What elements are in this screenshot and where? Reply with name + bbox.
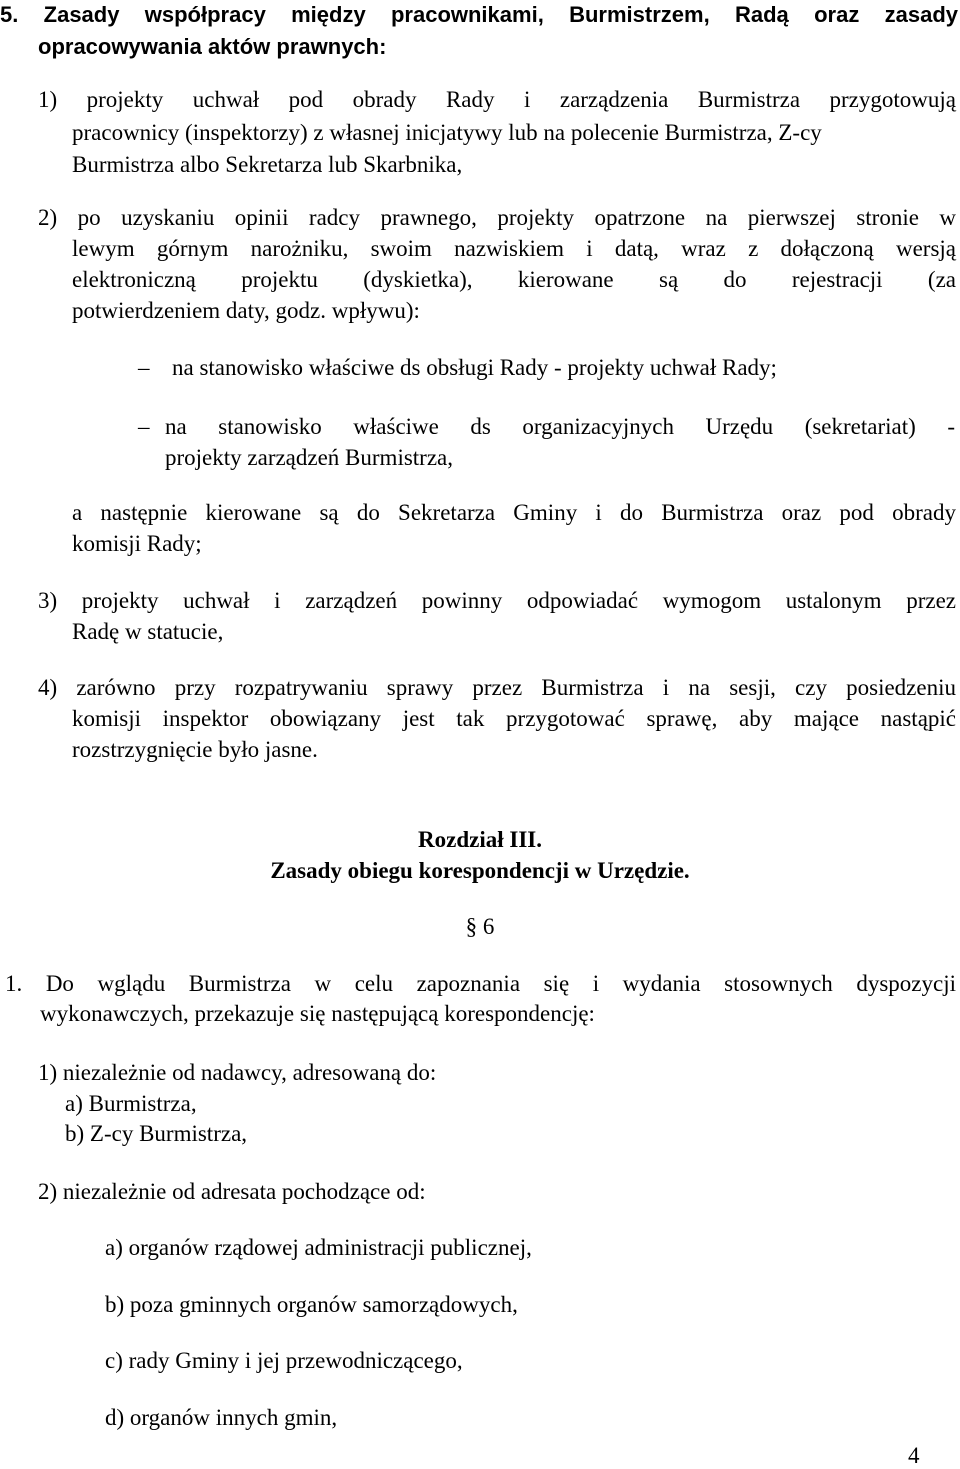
dash-bullet: – [138,355,150,380]
section-heading-line: opracowywania aktów prawnych: [38,34,387,59]
list-item-2-line: elektroniczną projektu (dyskietka), kierowane są do rejestracji (za [72,267,956,292]
list-item-2-line: potwierdzeniem daty, godz. wpływu): [72,298,420,323]
section-heading [0,2,958,28]
dash-item-line: na stanowisko właściwe ds obsługi Rady - projekty uchwał Rady; [172,355,777,380]
list-item-2-line: lewym górnym narożniku, swoim nazwiskiem i datą, wraz z dołączoną wersją [72,236,956,261]
chapter-subtitle: Zasady obiegu korespondencji w Urzędzie. [270,858,690,883]
paragraph-line: komisji Rady; [72,531,202,556]
dash-item-line: na stanowisko właściwe ds organizacyjnych Urzędu (sekretariat) - [165,414,955,439]
sub-list-item: d) organów innych gmin, [105,1405,338,1430]
paragraph-line: a następnie kierowane są do Sekretarza Gminy i do Burmistrza oraz pod obrady [72,500,956,525]
sub-list-item: 2) niezależnie od adresata pochodzące od: [38,1179,426,1204]
sub-list-item: 1) niezależnie od nadawcy, adresowaną do: [38,1060,437,1085]
page-number: 4 [908,1443,920,1468]
sub-list-item: a) Burmistrza, [65,1091,197,1116]
list-item-1-line: pracownicy (inspektorzy) z własnej inicjatywy lub na polecenie Burmistrza, Z-cy [72,120,822,145]
chapter-title: Rozdział III. [418,827,542,852]
section-heading-line: 5. Zasady współpracy między pracownikami, Burmistrzem, Radą oraz zasady [0,2,958,27]
list-item-3-line: 3) projekty uchwał i zarządzeń powinny odpowiadać wymogom ustalonym przez [38,588,956,613]
list-item-4-line: 4) zarówno przy rozpatrywaniu sprawy przez Burmistrza i na sesji, czy posiedzeniu [38,675,956,700]
paragraph-line: 1. Do wglądu Burmistrza w celu zapoznania się i wydania stosownych dyspozycji [5,971,956,996]
sub-list-item: b) Z-cy Burmistrza, [65,1121,248,1146]
sub-list-item: c) rady Gminy i jej przewodniczącego, [105,1348,463,1373]
dash-item-line: projekty zarządzeń Burmistrza, [165,445,454,470]
paragraph-line: wykonawczych, przekazuje się następującą korespondencję: [40,1001,595,1026]
list-item-1-line: 1) projekty uchwał pod obrady Rady i zarządzenia Burmistrza przygotowują [38,87,956,112]
list-item-4-line: rozstrzygnięcie było jasne. [72,737,318,762]
list-item-2-line: 2) po uzyskaniu opinii radcy prawnego, projekty opatrzone na pierwszej stronie w [38,205,956,230]
sub-list-item: b) poza gminnych organów samorządowych, [105,1292,518,1317]
sub-list-item: a) organów rządowej administracji publicznej, [105,1235,532,1260]
dash-bullet: – [138,414,150,439]
paragraph-sign: § 6 [465,914,495,939]
list-item-3-line: Radę w statucie, [72,619,224,644]
list-item-4-line: komisji inspektor obowiązany jest tak przygotować sprawę, aby mające nastąpić [72,706,956,731]
list-item-1-line: Burmistrza albo Sekretarza lub Skarbnika, [72,152,463,177]
